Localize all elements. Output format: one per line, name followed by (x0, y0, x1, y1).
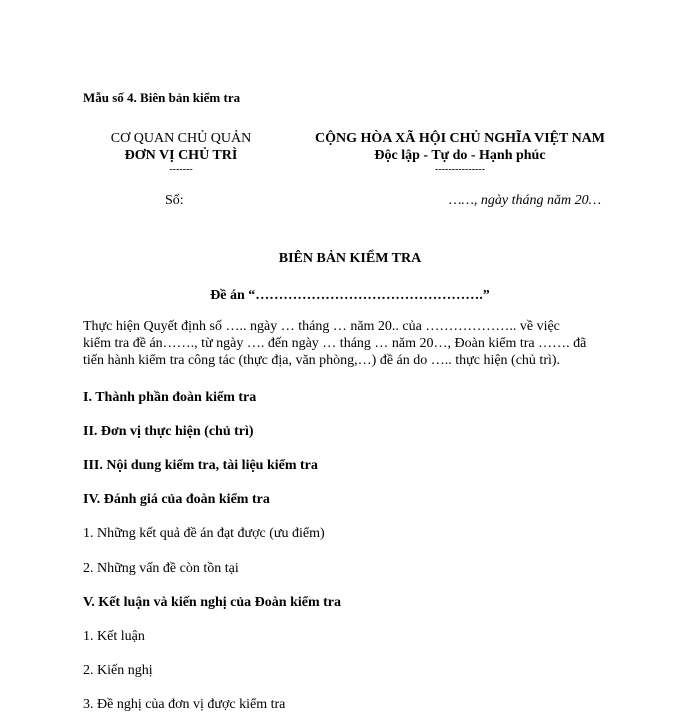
document-number-label: Số: (165, 193, 184, 208)
country-name: CỘNG HÒA XÃ HỘI CHỦ NGHĨA VIỆT NAM (314, 131, 605, 146)
date-line: ……, ngày tháng năm 20… (449, 193, 602, 208)
intro-paragraph (83, 318, 623, 369)
section-4-item-2: 2. Những vấn đề còn tồn tại (83, 561, 239, 576)
form-label: Mẫu số 4. Biên bản kiểm tra (83, 90, 241, 105)
agency-name: CƠ QUAN CHỦ QUẢN (110, 131, 252, 146)
section-4-item-1: 1. Những kết quả đề án đạt được (ưu điểm) (83, 526, 325, 541)
section-heading-5: V. Kết luận và kiến nghị của Đoàn kiểm tra (83, 595, 341, 610)
header-right-divider: --------------- (435, 164, 485, 175)
header-left (96, 130, 266, 176)
paragraph-line-3: tiến hành kiểm tra công tác (thực địa, văn phòng,…) đề án do ….. thực hiện (chủ trì). (83, 353, 561, 368)
paragraph-line-2: kiểm tra đề án……., từ ngày …. đến ngày … tháng … năm 20…, Đoàn kiểm tra ……. đã (83, 336, 587, 351)
section-heading-1: I. Thành phần đoàn kiểm tra (83, 390, 257, 405)
document-title: BIÊN BẢN KIỂM TRA (278, 251, 422, 266)
section-5-item-2: 2. Kiến nghị (83, 663, 153, 678)
section-heading-2: II. Đơn vị thực hiện (chủ trì) (83, 424, 254, 439)
motto: Độc lập - Tự do - Hạnh phúc (374, 148, 546, 163)
header-left-divider: ------- (169, 164, 193, 175)
section-5-item-1: 1. Kết luận (83, 629, 145, 644)
paragraph-line-1: Thực hiện Quyết định số ….. ngày … tháng … năm 20.. của ……………….. về việc (83, 319, 560, 334)
project-line: Đề án “………………………………………….” (210, 288, 490, 303)
section-heading-3: III. Nội dung kiểm tra, tài liệu kiểm tra (83, 458, 318, 473)
unit-name: ĐƠN VỊ CHỦ TRÌ (124, 148, 238, 163)
header-right (285, 130, 635, 176)
section-5-item-3: 3. Đề nghị của đơn vị được kiểm tra (83, 697, 286, 712)
section-heading-4: IV. Đánh giá của đoàn kiểm tra (83, 492, 270, 507)
